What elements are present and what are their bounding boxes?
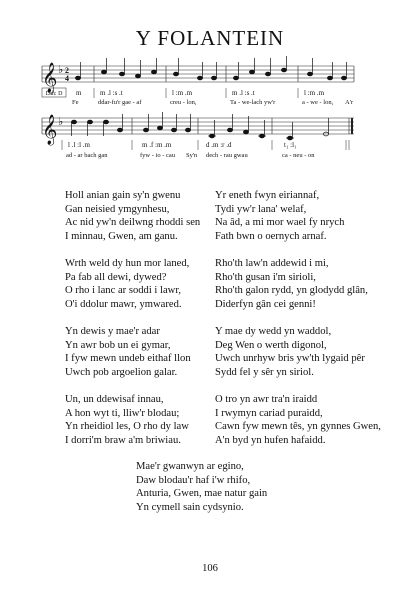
- verse-line: Yn dewis y mae'r adar: [65, 325, 160, 337]
- solfa-2-2: m .f :m .m: [142, 141, 172, 149]
- verse-line: A hon wyt ti, lliw'r blodau;: [65, 407, 180, 419]
- lyric-2-4: dech - rau gwau: [206, 152, 248, 159]
- lyric-1-4: Ta - we-lach yw'r: [230, 99, 276, 106]
- solfa-2-4: t₁ :l₁: [284, 141, 297, 149]
- solfa-1-3: l :m .m: [172, 89, 193, 97]
- svg-text:4: 4: [65, 74, 69, 83]
- lyric-1-5: a - we - lon,: [302, 99, 334, 106]
- page-number: 106: [202, 563, 218, 574]
- page-title: Y FOLANTEIN: [135, 26, 285, 50]
- stanza: [215, 189, 395, 243]
- verse-line: Fath bwn o oernych arnaf.: [215, 230, 327, 242]
- lyric-2-1: ad - ar bach gan: [66, 152, 108, 159]
- verse-line: Pa fab all dewi, dywed?: [65, 271, 167, 283]
- solfa-2-1: l .l :l .m: [68, 141, 90, 149]
- lyric-2-5: ca - neu - on: [282, 152, 315, 159]
- verse-line: Sydd fel y sêr yn siriol.: [215, 366, 314, 378]
- stanza: [65, 325, 230, 379]
- verse-line: Tydi yw'r lana' welaf,: [215, 203, 307, 215]
- verse-line: Na âd, a mi mor wael fy nrych: [215, 217, 345, 229]
- poem-column-right: [215, 189, 395, 461]
- solfa-2-3: d .m :r .d: [206, 141, 232, 149]
- treble-clef-icon: 𝄞: [42, 115, 58, 144]
- lyric-1-1: Fe: [72, 99, 79, 106]
- solfa-1-2: m .l :s .t: [100, 89, 123, 97]
- verse-line: Uwch pob argoelion galar.: [65, 366, 178, 378]
- verse-line: O tro yn awr tra'n iraidd: [215, 393, 318, 405]
- verse-line: Deg Wen o werth digonol,: [215, 339, 327, 351]
- verse-line: O'i ddolur mawr, ymwared.: [65, 298, 182, 310]
- lyric-1-3: creu - lon,: [170, 99, 197, 106]
- verse-line: I rwymyn cariad puraidd,: [215, 407, 323, 419]
- treble-clef-icon: 𝄞: [42, 63, 58, 92]
- verse-line: Mae'r gwanwyn ar egino,: [136, 461, 244, 472]
- verse-line: Cawn fyw mewn tês, yn gynnes Gwen,: [215, 421, 381, 433]
- music-score: [0, 0, 420, 180]
- stanza: [65, 189, 230, 243]
- verse-line: Gan neisied ymgynhesu,: [65, 203, 170, 215]
- verse-line: I minnau, Gwen, am ganu.: [65, 230, 178, 242]
- flat-sign: ♭: [58, 116, 64, 128]
- verse-line: Yn cymell sain cydsynio.: [136, 501, 244, 513]
- verse-line: Y mae dy wedd yn waddol,: [215, 325, 332, 337]
- lyric-1-2: ddar-fu'r gae - af: [98, 99, 142, 106]
- key-label: Lah: D: [45, 91, 63, 97]
- poem-final-stanza: [136, 460, 336, 514]
- solfa-1-4: m .l :s .t: [232, 89, 255, 97]
- verse-line: Diderfyn gân cei genni!: [215, 298, 316, 310]
- verse-line: Yn awr bob un ei gymar,: [65, 339, 171, 351]
- verse-line: Rho'th gusan i'm sirioli,: [215, 271, 316, 283]
- verse-line: Ac nid yw'n deilwng rhoddi sen: [65, 217, 201, 229]
- stanza: [215, 325, 395, 379]
- verse-line: A'n byd yn hufen hafaidd.: [215, 434, 326, 446]
- poem-column-left: [65, 189, 230, 461]
- stanza: [65, 257, 230, 311]
- lyric-2-3: Sy'n: [186, 152, 198, 159]
- stanza: [65, 393, 230, 447]
- verse-line: Rho'th law'n addewid i mi,: [215, 257, 329, 269]
- verse-line: Holl anian gain sy'n gwenu: [65, 190, 181, 201]
- time-signature: 2: [65, 66, 69, 75]
- flat-sign: ♭: [58, 64, 64, 76]
- verse-line: Uwch unrhyw bris yw'th lygaid pêr: [215, 353, 365, 365]
- verse-line: Daw blodau'r haf i'w rhifo,: [136, 474, 251, 486]
- verse-line: Anturia, Gwen, mae natur gain: [136, 488, 268, 500]
- verse-line: Wrth weld dy hun mor laned,: [65, 257, 190, 269]
- verse-line: Yn rheidiol les, O rho dy law: [65, 421, 189, 433]
- stanza: [215, 393, 395, 447]
- solfa-1-5: l :m .m: [304, 89, 325, 97]
- stanza: [215, 257, 395, 311]
- notes-row-1: [75, 56, 346, 80]
- verse-line: I dorri'm braw a'm briwiau.: [65, 434, 181, 446]
- lyric-2-2: fyw - io - cau: [140, 152, 176, 159]
- verse-line: Rho'th galon rydd, yn glodydd glân,: [215, 285, 368, 297]
- verse-line: I fyw mewn undeb eithaf llon: [65, 353, 191, 365]
- verse-line: Yr eneth fwyn eiriannaf,: [215, 190, 320, 201]
- verse-line: Un, un ddewisaf innau,: [65, 393, 164, 405]
- verse-line: O rho i lanc ar soddi i lawr,: [65, 285, 182, 297]
- solfa-1-1: m: [76, 89, 82, 97]
- lyric-1-6: A'r: [345, 99, 354, 106]
